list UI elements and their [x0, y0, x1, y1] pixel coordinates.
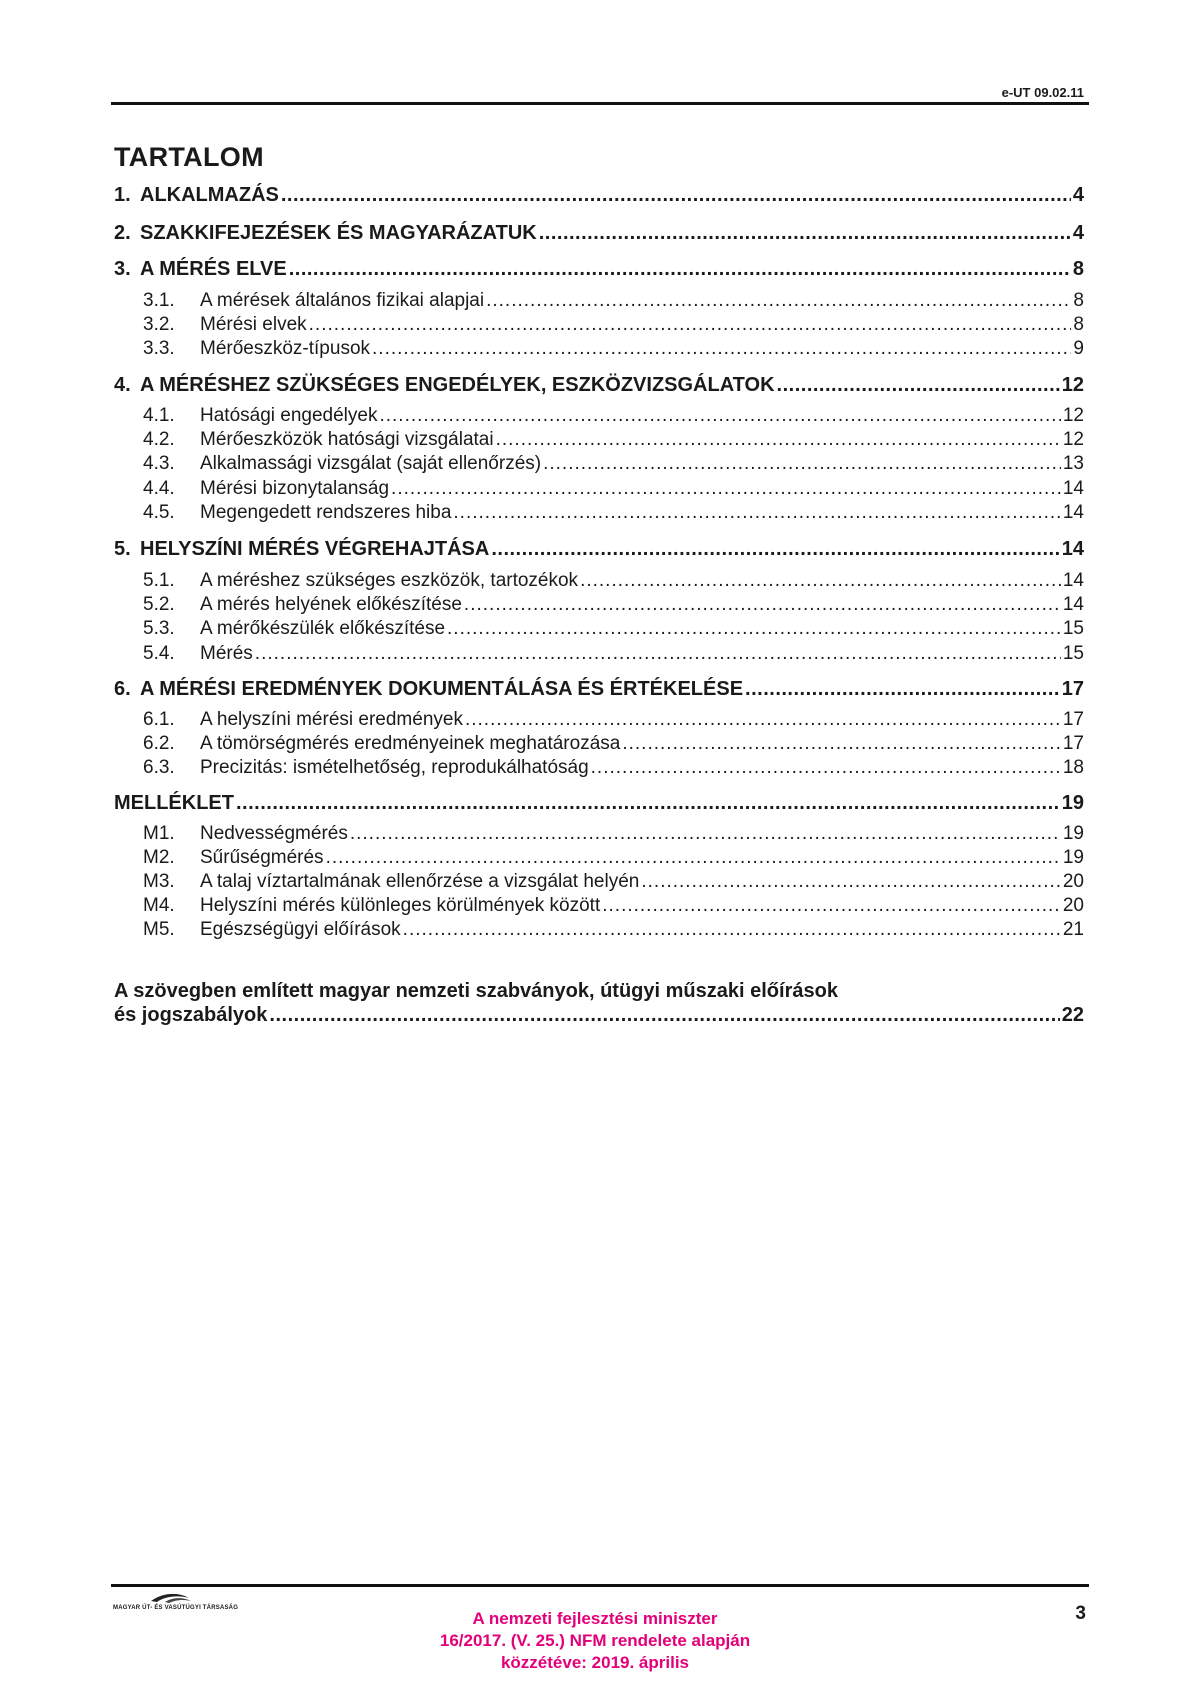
toc-entry[interactable] — [143, 570, 1084, 596]
toc-entry-number: 6.1. — [143, 709, 175, 730]
toc-entry-number: M5. — [143, 919, 175, 940]
toc-entry[interactable] — [143, 709, 1084, 735]
toc-leader-dots — [777, 374, 1060, 397]
toc-entry-page: 14 — [1062, 478, 1084, 499]
footer-publication-line: A nemzeti fejlesztési miniszter — [472, 1609, 718, 1628]
toc-entry-number: 4.3. — [143, 453, 175, 474]
toc-leader-dots — [543, 453, 1061, 475]
toc-entry-number: M3. — [143, 871, 175, 892]
toc-entry-page: 13 — [1062, 453, 1084, 474]
toc-entry-page: 4 — [1072, 222, 1084, 244]
toc-leader-dots — [326, 847, 1061, 869]
toc-entry[interactable] — [143, 314, 1084, 340]
toc-entry-number: 4.1. — [143, 405, 175, 426]
toc-entry[interactable] — [143, 823, 1084, 849]
toc-entry-standards-line2 — [114, 1004, 1084, 1030]
toc-entry-standards-line1: A szövegben említett magyar nemzeti szabványok, útügyi műszaki előírások — [114, 980, 838, 1002]
toc-entry-text: A mérések általános fizikai alapjai — [200, 290, 485, 311]
toc-leader-dots — [309, 314, 1072, 336]
toc-entry-page: 14 — [1061, 538, 1084, 560]
toc-entry[interactable] — [143, 453, 1084, 479]
toc-leader-dots — [622, 733, 1061, 755]
toc-entry-text: MELLÉKLET — [114, 792, 234, 814]
toc-entry-page: 19 — [1061, 792, 1084, 814]
toc-entry[interactable] — [114, 222, 1084, 248]
toc-entry-text: ALKALMAZÁS — [140, 184, 279, 206]
toc-entry-page: 20 — [1062, 895, 1084, 916]
toc-entry-text: Precizitás: ismételhetőség, reprodukálhatóság — [200, 757, 589, 778]
toc-entry-number: 3.1. — [143, 290, 175, 311]
toc-entry-number: 4.4. — [143, 478, 175, 499]
toc-entry-number: 3.2. — [143, 314, 175, 335]
toc-leader-dots — [255, 643, 1061, 665]
footer-rule — [111, 1584, 1089, 1587]
toc-entry[interactable] — [114, 374, 1084, 400]
toc-entry-page: 20 — [1062, 871, 1084, 892]
toc-entry-text: Mérés — [200, 643, 253, 664]
toc-entry-number: 5.4. — [143, 643, 175, 664]
toc-entry-page: 15 — [1062, 618, 1084, 639]
toc-entry-page: 21 — [1062, 919, 1084, 940]
toc-entry-number: 6.2. — [143, 733, 175, 754]
toc-entry[interactable] — [143, 478, 1084, 504]
toc-entry-text: A MÉRÉS ELVE — [140, 258, 287, 280]
toc-entry-text: Alkalmassági vizsgálat (saját ellenőrzés) — [200, 453, 542, 474]
toc-leader-dots — [269, 1004, 1059, 1027]
toc-entry-page: 18 — [1062, 757, 1084, 778]
toc-entry-number: M2. — [143, 847, 175, 868]
toc-entry[interactable] — [114, 538, 1084, 564]
toc-leader-dots — [602, 895, 1061, 917]
toc-entry-text: Mérési elvek — [200, 314, 307, 335]
toc-entry-page: 8 — [1073, 290, 1084, 311]
toc-entry-page: 17 — [1062, 709, 1084, 730]
toc-entry-text: A tömörségmérés eredményeinek meghatározása — [200, 733, 621, 754]
toc-entry-page: 19 — [1062, 823, 1084, 844]
toc-entry[interactable] — [143, 643, 1084, 669]
toc-entry[interactable] — [143, 919, 1084, 945]
toc-entry[interactable] — [114, 792, 1084, 818]
toc-entry-number: 1. — [114, 184, 131, 206]
toc-entry[interactable] — [143, 618, 1084, 644]
toc-entry-number: 2. — [114, 222, 131, 244]
toc-entry-page: 14 — [1062, 594, 1084, 615]
toc-entry[interactable] — [143, 871, 1084, 897]
toc-leader-dots — [289, 258, 1071, 281]
toc-entry[interactable] — [114, 258, 1084, 284]
toc-entry-page: 12 — [1062, 429, 1084, 450]
header-doc-code: e-UT 09.02.11 — [1001, 85, 1084, 100]
toc-entry[interactable] — [114, 678, 1084, 704]
toc-entry-page: 15 — [1062, 643, 1084, 664]
toc-entry[interactable] — [143, 405, 1084, 431]
toc-entry-number: 6. — [114, 678, 131, 700]
toc-leader-dots — [591, 757, 1061, 779]
toc-entry-page: 8 — [1072, 258, 1084, 280]
publisher-logo-text: MAGYAR ÚT- ÉS VASÚTÜGYI TÁRSASÁG — [113, 1605, 239, 1611]
toc-leader-dots — [464, 594, 1061, 616]
toc-entry-text: A méréshez szükséges eszközök, tartozékok — [200, 570, 579, 591]
toc-leader-dots — [745, 678, 1060, 701]
toc-entry-page: 17 — [1061, 678, 1084, 700]
toc-leader-dots — [465, 709, 1061, 731]
toc-leader-dots — [453, 502, 1060, 524]
toc-leader-dots — [491, 538, 1059, 561]
toc-entry[interactable] — [143, 429, 1084, 455]
toc-entry-number: 5. — [114, 538, 131, 560]
toc-leader-dots — [496, 429, 1061, 451]
footer-publication-line: közzétéve: 2019. április — [500, 1653, 690, 1672]
toc-entry-number: 4.5. — [143, 502, 175, 523]
toc-entry-text: A mérés helyének előkészítése — [200, 594, 462, 615]
toc-leader-dots — [236, 792, 1060, 815]
toc-entry-number: 3.3. — [143, 338, 175, 359]
toc-leader-dots — [379, 405, 1060, 427]
toc-entry-page: 8 — [1073, 314, 1084, 335]
toc-entry[interactable] — [114, 184, 1084, 210]
toc-entry-text: A helyszíni mérési eredmények — [200, 709, 463, 730]
toc-entry-text: Nedvességmérés — [200, 823, 348, 844]
toc-leader-dots — [486, 290, 1071, 312]
toc-leader-dots — [391, 478, 1061, 500]
toc-entry-number: 5.1. — [143, 570, 175, 591]
toc-leader-dots — [350, 823, 1061, 845]
toc-entry-text: A mérőkészülék előkészítése — [200, 618, 446, 639]
toc-entry-text: Egészségügyi előírások — [200, 919, 401, 940]
toc-entry-text: és jogszabályok — [114, 1004, 268, 1026]
toc-entry-text: Mérőeszköz-típusok — [200, 338, 371, 359]
toc-entry-page: 14 — [1062, 502, 1084, 523]
toc-entry-number: 4. — [114, 374, 131, 396]
toc-entry-number: 5.2. — [143, 594, 175, 615]
toc-entry-number: 5.3. — [143, 618, 175, 639]
toc-entry-number: 6.3. — [143, 757, 175, 778]
toc-entry-text: A MÉRÉSHEZ SZÜKSÉGES ENGEDÉLYEK, ESZKÖZVIZSGÁLATOK — [140, 374, 775, 396]
footer-publication-line: 16/2017. (V. 25.) NFM rendelete alapján — [439, 1631, 751, 1650]
toc-entry-page: 22 — [1061, 1004, 1084, 1026]
toc-entry[interactable] — [143, 502, 1084, 528]
page-number: 3 — [1075, 1603, 1086, 1624]
toc-leader-dots — [641, 871, 1061, 893]
toc-entry-text: HELYSZÍNI MÉRÉS VÉGREHAJTÁSA — [140, 538, 490, 560]
toc-leader-dots — [281, 184, 1071, 207]
toc-leader-dots — [372, 338, 1071, 360]
toc-entry-text: A talaj víztartalmának ellenőrzése a vizsgálat helyén — [200, 871, 640, 892]
toc-entry-page: 12 — [1061, 374, 1084, 396]
toc-entry[interactable] — [143, 290, 1084, 316]
toc-leader-dots — [539, 222, 1071, 245]
toc-entry-number: M4. — [143, 895, 175, 916]
toc-entry-text: Helyszíni mérés különleges körülmények között — [200, 895, 601, 916]
toc-entry-number: M1. — [143, 823, 175, 844]
toc-entry-number: 3. — [114, 258, 131, 280]
toc-entry-text: Mérőeszközök hatósági vizsgálatai — [200, 429, 494, 450]
toc-entry-page: 17 — [1062, 733, 1084, 754]
toc-entry-text: Megengedett rendszeres hiba — [200, 502, 452, 523]
toc-entry[interactable] — [143, 847, 1084, 873]
toc-entry[interactable] — [143, 895, 1084, 921]
toc-entry[interactable] — [143, 757, 1084, 783]
footer-publication-note — [345, 1608, 845, 1674]
toc-entry-page: 14 — [1062, 570, 1084, 591]
toc-title: TARTALOM — [114, 142, 264, 172]
toc-leader-dots — [447, 618, 1061, 640]
toc-entry[interactable] — [143, 594, 1084, 620]
toc-entry-text: A MÉRÉSI EREDMÉNYEK DOKUMENTÁLÁSA ÉS ÉRTÉKELÉSE — [140, 678, 744, 700]
toc-entry-text: Hatósági engedélyek — [200, 405, 378, 426]
toc-entry-number: 4.2. — [143, 429, 175, 450]
toc-entry-text: SZAKKIFEJEZÉSEK ÉS MAGYARÁZATUK — [140, 222, 537, 244]
toc-entry-text: Mérési bizonytalanság — [200, 478, 390, 499]
toc-entry-page: 4 — [1072, 184, 1084, 206]
toc-entry[interactable] — [143, 733, 1084, 759]
toc-entry[interactable] — [143, 338, 1084, 364]
toc-leader-dots — [580, 570, 1061, 592]
toc-leader-dots — [403, 919, 1061, 941]
toc-entry-page: 9 — [1073, 338, 1084, 359]
toc-entry-text: Sűrűségmérés — [200, 847, 324, 868]
toc-entry-page: 19 — [1062, 847, 1084, 868]
header-rule — [111, 102, 1089, 105]
toc-entry-page: 12 — [1062, 405, 1084, 426]
